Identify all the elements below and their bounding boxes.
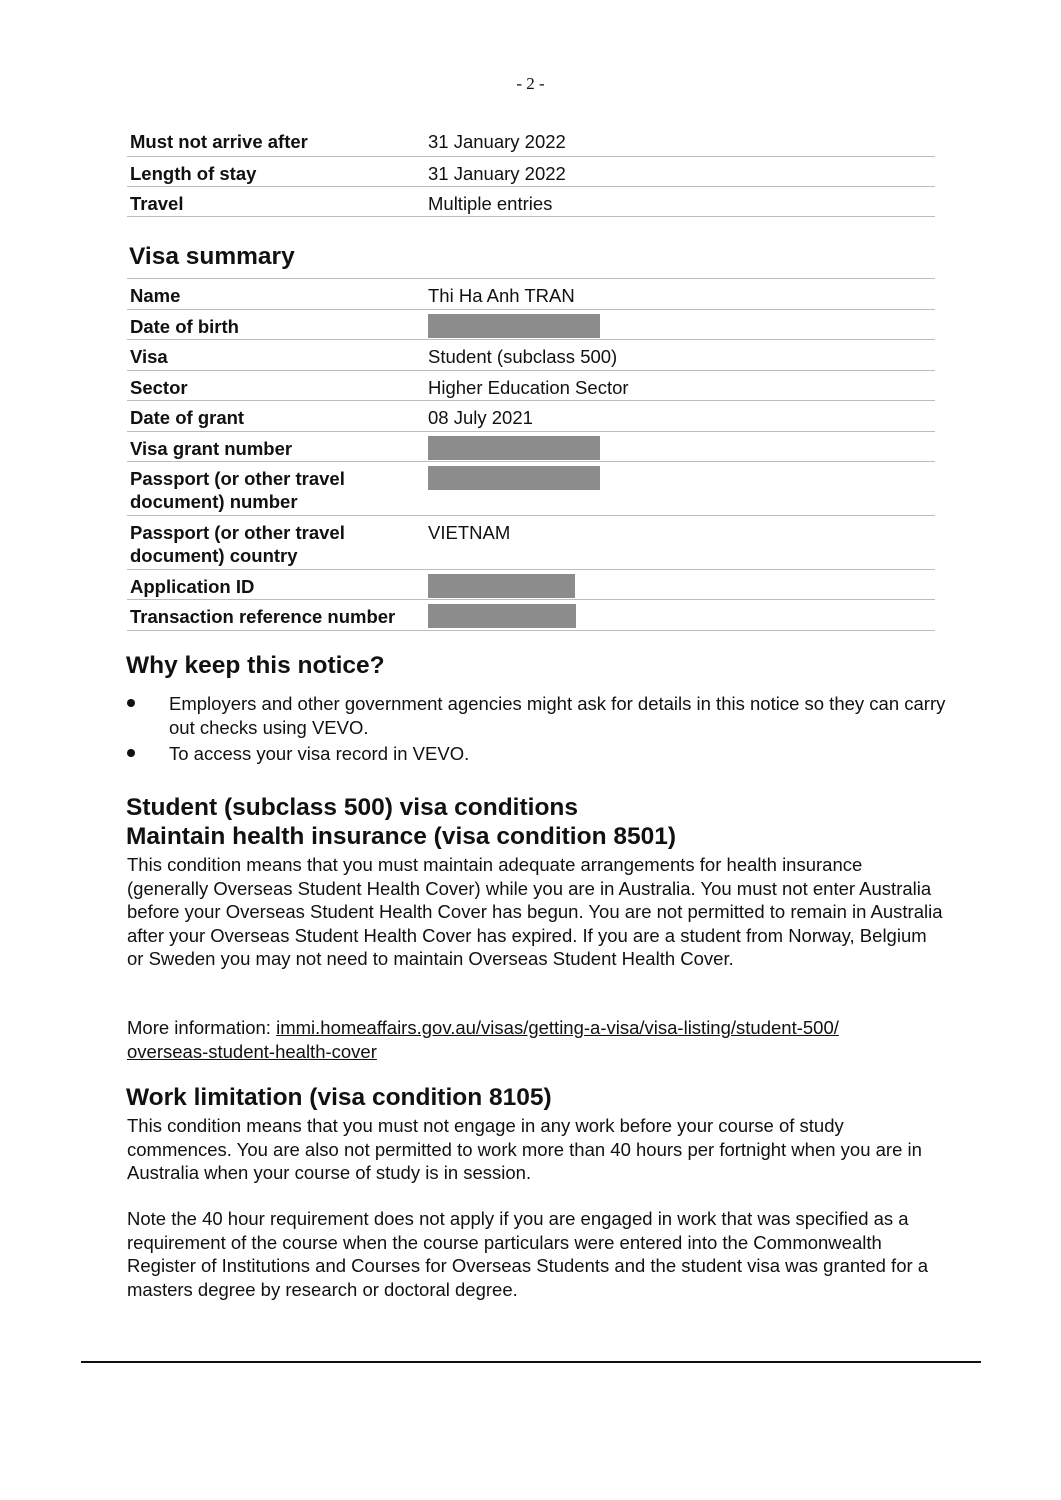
- redacted-block: [428, 314, 600, 338]
- why-keep-list: [127, 692, 947, 769]
- row-label: Application ID: [130, 576, 255, 597]
- row-label: Transaction reference number: [130, 606, 396, 627]
- row-label: Date of birth: [130, 316, 239, 337]
- table-row: [127, 279, 935, 310]
- row-label: Travel: [130, 193, 184, 214]
- row-label: Passport (or other travel document) country: [130, 522, 345, 566]
- row-value: 31 January 2022: [428, 131, 566, 152]
- row-value: 08 July 2021: [428, 407, 533, 428]
- table-row: [127, 401, 935, 432]
- row-label: Length of stay: [130, 163, 257, 184]
- row-value: [427, 575, 935, 599]
- table-row: [127, 371, 935, 401]
- why-keep-heading: Why keep this notice?: [126, 652, 385, 679]
- health-cover-link[interactable]: immi.homeaffairs.gov.au/visas/getting-a-visa/visa-listing/student-500/: [276, 1017, 839, 1038]
- row-label: Visa grant number: [130, 438, 293, 459]
- row-label: Sector: [130, 377, 188, 398]
- table-row: [127, 600, 935, 631]
- table-row: [127, 462, 935, 516]
- table-row: [127, 125, 935, 157]
- row-value: [427, 467, 935, 515]
- table-row: [127, 187, 935, 217]
- table-row: [127, 432, 935, 462]
- row-value: Student (subclass 500): [428, 346, 618, 367]
- bullet-icon: [127, 749, 135, 757]
- conditions-heading: Student (subclass 500) visa conditions: [126, 794, 579, 821]
- work-limitation-heading: Work limitation (visa condition 8105): [126, 1084, 552, 1111]
- row-value: [427, 315, 935, 339]
- footer-divider: [81, 1361, 981, 1363]
- list-item-text: To access your visa record in VEVO.: [169, 743, 470, 764]
- row-label: Passport (or other travel document) number: [130, 468, 345, 512]
- table-row: [127, 157, 935, 187]
- row-value: 31 January 2022: [428, 163, 566, 184]
- row-value: Thi Ha Anh TRAN: [428, 285, 575, 306]
- row-value: Multiple entries: [428, 193, 553, 214]
- table-row: [127, 340, 935, 371]
- bullet-icon: [127, 699, 135, 707]
- redacted-block: [428, 436, 600, 460]
- visa-summary-heading: Visa summary: [129, 243, 295, 270]
- redacted-block: [428, 574, 575, 598]
- work-limitation-body: This condition means that you must not engage in any work before your course of study commences. You are also not permitted to work more than 40 hours per fortnight when you are in Australia when your course of study is in session.: [127, 1115, 922, 1183]
- row-value: Higher Education Sector: [428, 377, 629, 398]
- row-value: [427, 437, 935, 461]
- redacted-block: [428, 604, 576, 628]
- more-info-label: More information:: [127, 1017, 277, 1038]
- row-value: VIETNAM: [428, 522, 511, 543]
- row-label: Must not arrive after: [130, 131, 308, 152]
- row-label: Name: [130, 285, 181, 306]
- health-insurance-body: This condition means that you must maintain adequate arrangements for health insurance (generally Overseas Student Health Cover) while you are in Australia. You must not enter Australia before your Overseas Student Health Cover has begun. You are not permitted to remain in Australia after your Overseas Student Health Cover has expired. If you are a student from Norway, Belgium or Sweden you may not need to maintain Overseas Student Health Cover.: [127, 854, 943, 969]
- list-item: [127, 692, 947, 739]
- travel-table: [127, 125, 935, 217]
- redacted-block: [428, 466, 600, 490]
- health-cover-link-continued[interactable]: overseas-student-health-cover: [127, 1040, 377, 1062]
- table-row: [127, 570, 935, 600]
- list-item: [127, 742, 947, 766]
- visa-summary-table: [127, 278, 935, 631]
- health-insurance-heading: Maintain health insurance (visa condition 8501): [126, 823, 677, 850]
- list-item-text: Employers and other government agencies might ask for details in this notice so they can carry out checks using VEVO.: [169, 693, 946, 738]
- row-value: [427, 605, 935, 630]
- table-row: [127, 310, 935, 340]
- page-number: - 2 -: [516, 74, 545, 93]
- row-label: Date of grant: [130, 407, 245, 428]
- row-label: Visa: [130, 346, 168, 367]
- work-limitation-note: Note the 40 hour requirement does not apply if you are engaged in work that was specified as a requirement of the course when the course particulars were entered into the Commonwealth Register of Institutions and Courses for Overseas Students and the student visa was granted for a masters degree by research or doctoral degree.: [127, 1208, 929, 1300]
- table-row: [127, 516, 935, 570]
- more-information: [127, 1016, 947, 1063]
